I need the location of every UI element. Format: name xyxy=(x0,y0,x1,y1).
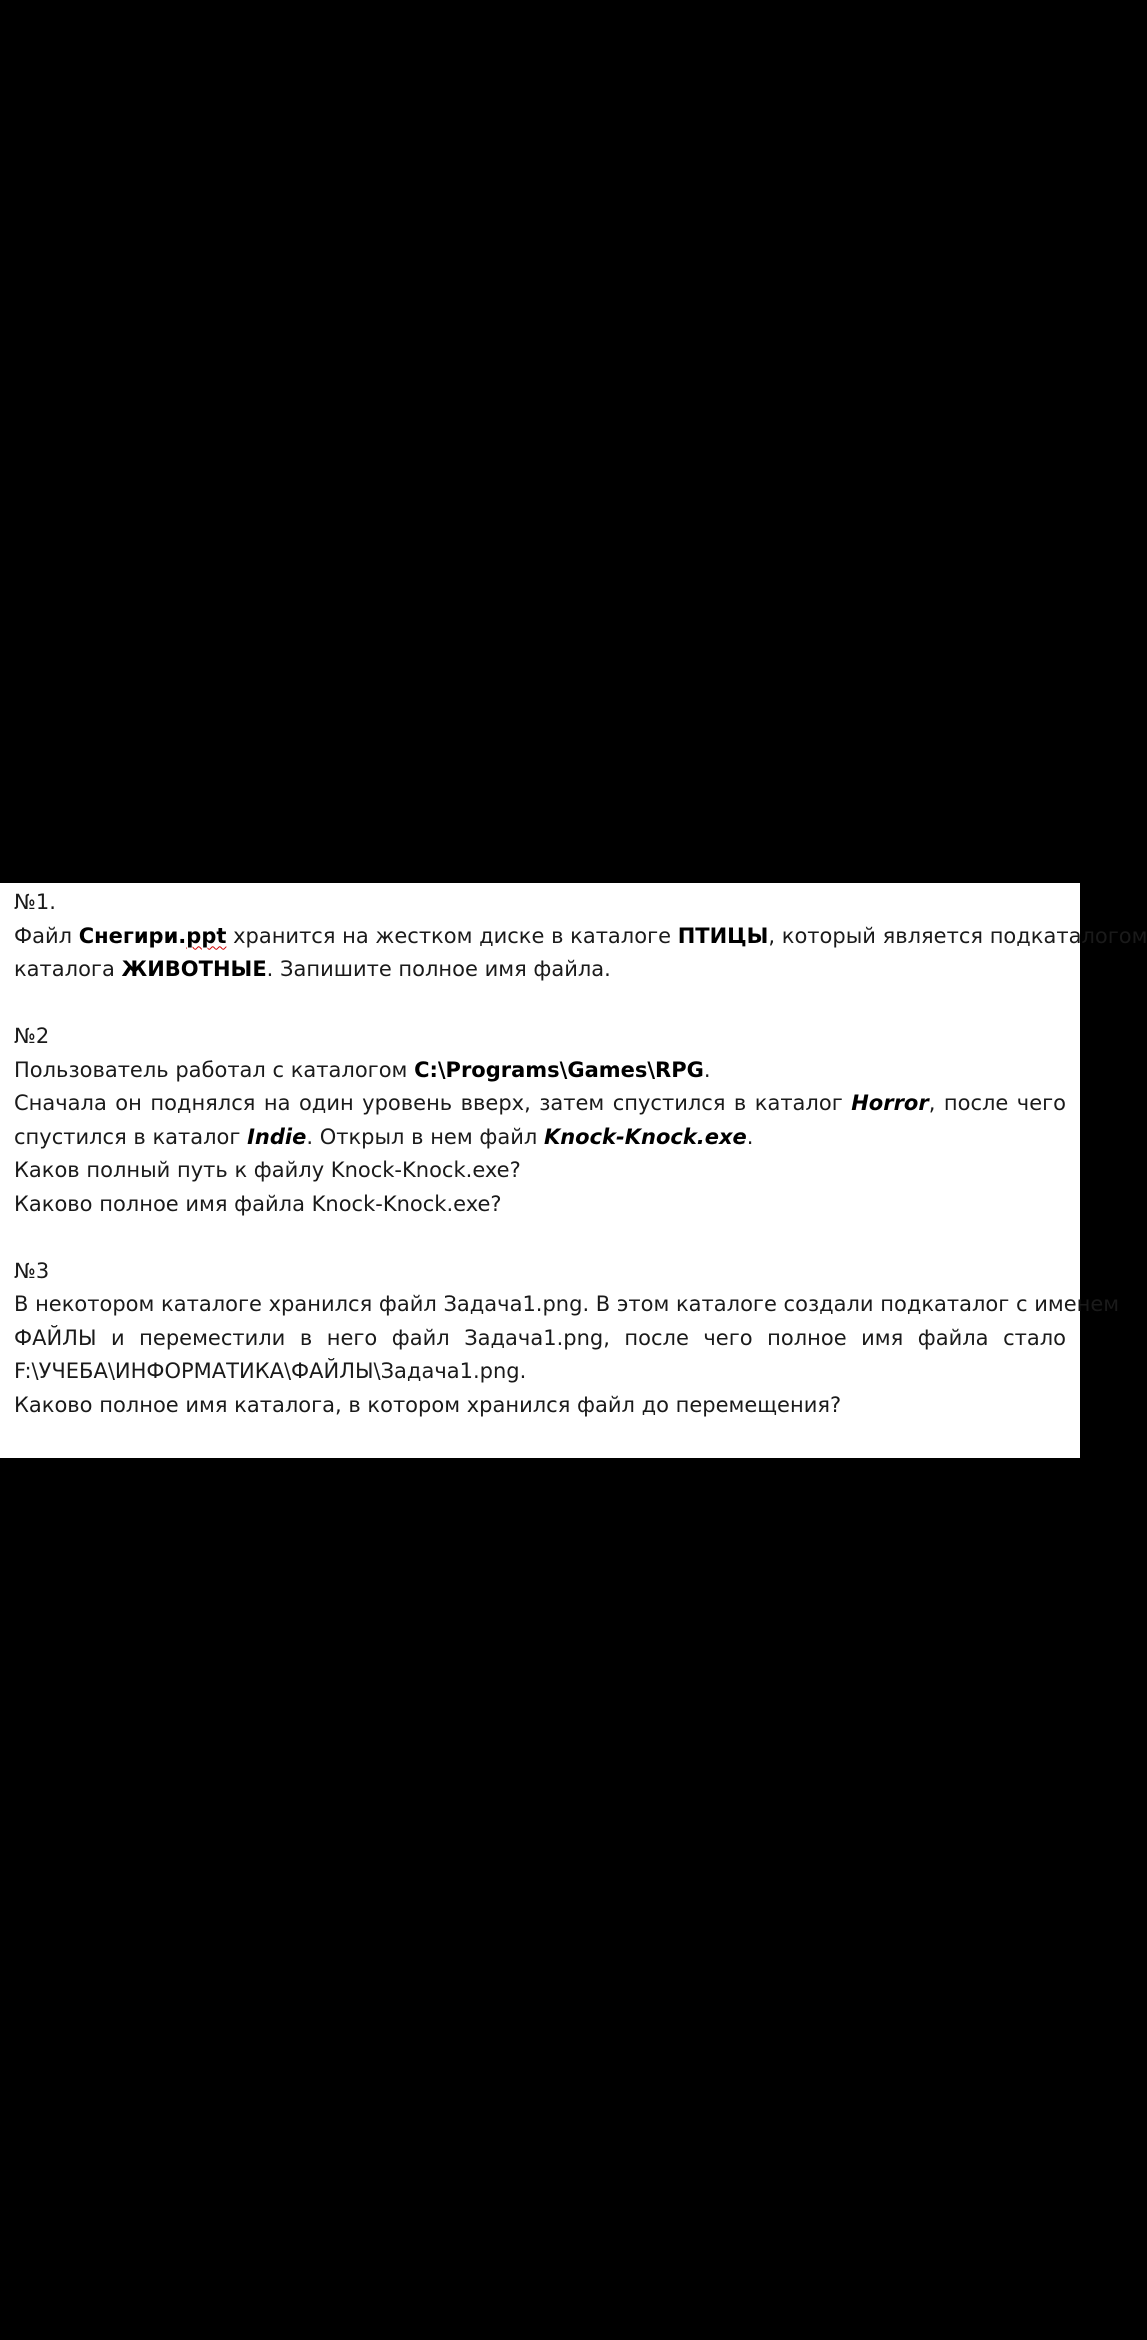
spacer xyxy=(14,1221,1066,1255)
text: . Открыл в нем файл xyxy=(306,1124,544,1149)
task3-heading: №3 xyxy=(14,1258,50,1283)
task3-question: Каково полное имя каталога, в котором хранился файл до перемещения? xyxy=(14,1392,842,1417)
task1-line1 xyxy=(14,920,1147,954)
text: , который является подкаталогом xyxy=(768,923,1147,948)
task3-line3: F:\УЧЕБА\ИНФОРМАТИКА\ФАЙЛЫ\Задача1.png. xyxy=(14,1359,527,1383)
document-page xyxy=(0,883,1147,1458)
task1-line2 xyxy=(14,953,1066,987)
text: . xyxy=(703,1057,711,1082)
task2-heading: №2 xyxy=(14,1024,50,1048)
spacer xyxy=(14,987,1066,1021)
file-name-ext: ppt xyxy=(186,923,227,948)
task2-line2 xyxy=(14,1087,1066,1121)
text: Файл xyxy=(14,923,79,948)
dir-name: ПТИЦЫ xyxy=(677,923,769,948)
task2-line3 xyxy=(14,1121,1066,1155)
dir-name: ЖИВОТНЫЕ xyxy=(121,957,267,981)
task1-heading: №1. xyxy=(14,890,56,914)
text: . Запишите полное имя файла. xyxy=(266,957,611,981)
file-name xyxy=(79,924,227,948)
task2-line1 xyxy=(14,1054,1066,1088)
dir-name: Indie xyxy=(247,1124,307,1149)
task2-question1: Каков полный путь к файлу Knock-Knock.exe? xyxy=(14,1158,521,1182)
path: C:\Programs\Games\RPG xyxy=(414,1057,704,1082)
file-name: Knock-Knock.exe xyxy=(543,1124,747,1149)
dir-name: Horror xyxy=(851,1091,929,1115)
task2-question2: Каково полное имя файла Knock-Knock.exe? xyxy=(14,1191,502,1216)
text: , после чего xyxy=(928,1091,1067,1115)
text: хранится на жестком диске в каталоге xyxy=(226,923,678,948)
text: Пользователь работал с каталогом xyxy=(14,1057,415,1082)
task3-line2: ФАЙЛЫ и переместили в него файл Задача1.png, после чего полное имя файла стало xyxy=(14,1325,1066,1350)
text: спустился в каталог xyxy=(14,1124,248,1149)
text: Сначала он поднялся на один уровень вверх, затем спустился в каталог xyxy=(14,1091,852,1115)
text: каталога xyxy=(14,957,122,981)
file-name-base: Снегири. xyxy=(78,923,187,948)
text: . xyxy=(746,1124,754,1149)
task3-line1: В некотором каталоге хранился файл Задача1.png. В этом каталоге создали подкаталог с именем xyxy=(14,1292,1120,1316)
